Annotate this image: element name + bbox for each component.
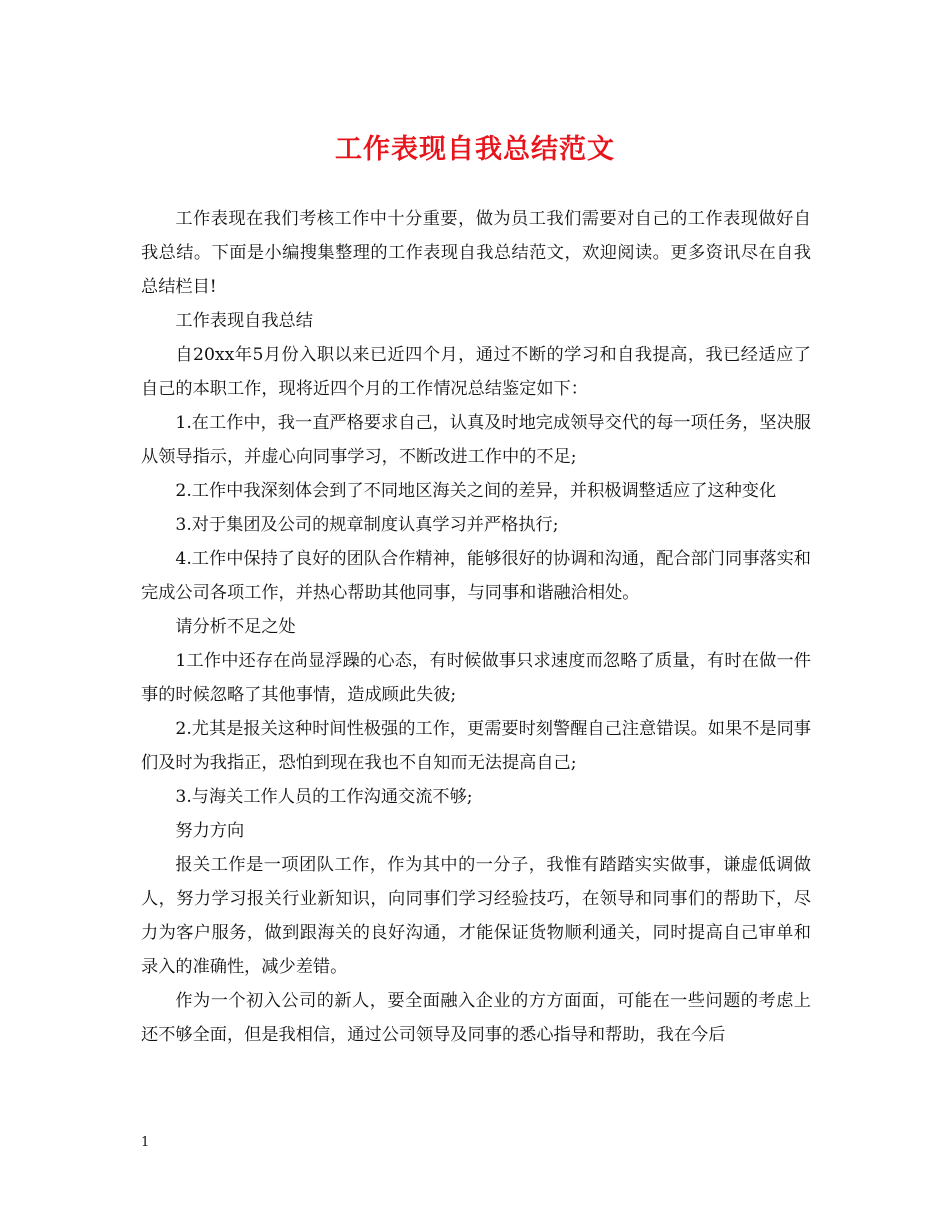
- paragraph-since-joining: 自20xx年5月份入职以来已近四个月，通过不断的学习和自我提高，我已经适应了自己的本职工作，现将近四个月的工作情况总结鉴定如下：: [141, 345, 811, 399]
- page-number: 1: [141, 1135, 150, 1150]
- document-body: [141, 202, 811, 1052]
- paragraph-point-4: 4.工作中保持了良好的团队合作精神，能够很好的协调和沟通，配合部门同事落实和完成公司各项工作，并热心帮助其他同事，与同事和谐融洽相处。: [141, 549, 811, 603]
- paragraph-point-3: 3.对于集团及公司的规章制度认真学习并严格执行;: [175, 515, 559, 535]
- paragraph-intro: 工作表现在我们考核工作中十分重要，做为员工我们需要对自己的工作表现做好自我总结。下面是小编搜集整理的工作表现自我总结范文，欢迎阅读。更多资讯尽在自我总结栏目!: [141, 209, 811, 297]
- document-title: 工作表现自我总结范文: [335, 134, 615, 165]
- section-heading-summary: 工作表现自我总结: [175, 311, 313, 331]
- paragraph-point-1: 1.在工作中，我一直严格要求自己，认真及时地完成领导交代的每一项任务，坚决服从领导指示，并虚心向同事学习，不断改进工作中的不足;: [141, 413, 811, 467]
- paragraph-shortcoming-2: 2.尤其是报关这种时间性极强的工作，更需要时刻警醒自己注意错误。如果不是同事们及时为我指正，恐怕到现在我也不自知而无法提高自己;: [141, 719, 811, 773]
- paragraph-direction-1: 报关工作是一项团队工作，作为其中的一分子，我惟有踏踏实实做事，谦虚低调做人，努力学习报关行业新知识，向同事们学习经验技巧，在领导和同事们的帮助下，尽力为客户服务，做到跟海关的良好沟通，才能保证货物顺利通关，同时提高自己审单和录入的准确性，减少差错。: [141, 855, 811, 977]
- paragraph-direction-2: 作为一个初入公司的新人，要全面融入企业的方方面面，可能在一些问题的考虑上还不够全面，但是我相信，通过公司领导及同事的悉心指导和帮助，我在今后: [141, 991, 811, 1045]
- paragraph-shortcoming-3: 3.与海关工作人员的工作沟通交流不够;: [175, 787, 473, 807]
- section-heading-direction: 努力方向: [175, 821, 245, 841]
- section-heading-shortcomings: 请分析不足之处: [175, 617, 296, 637]
- paragraph-point-2: 2.工作中我深刻体会到了不同地区海关之间的差异，并积极调整适应了这种变化: [175, 481, 777, 501]
- paragraph-shortcoming-1: 1工作中还存在尚显浮躁的心态，有时候做事只求速度而忽略了质量，有时在做一件事的时候忽略了其他事情，造成顾此失彼;: [141, 651, 811, 705]
